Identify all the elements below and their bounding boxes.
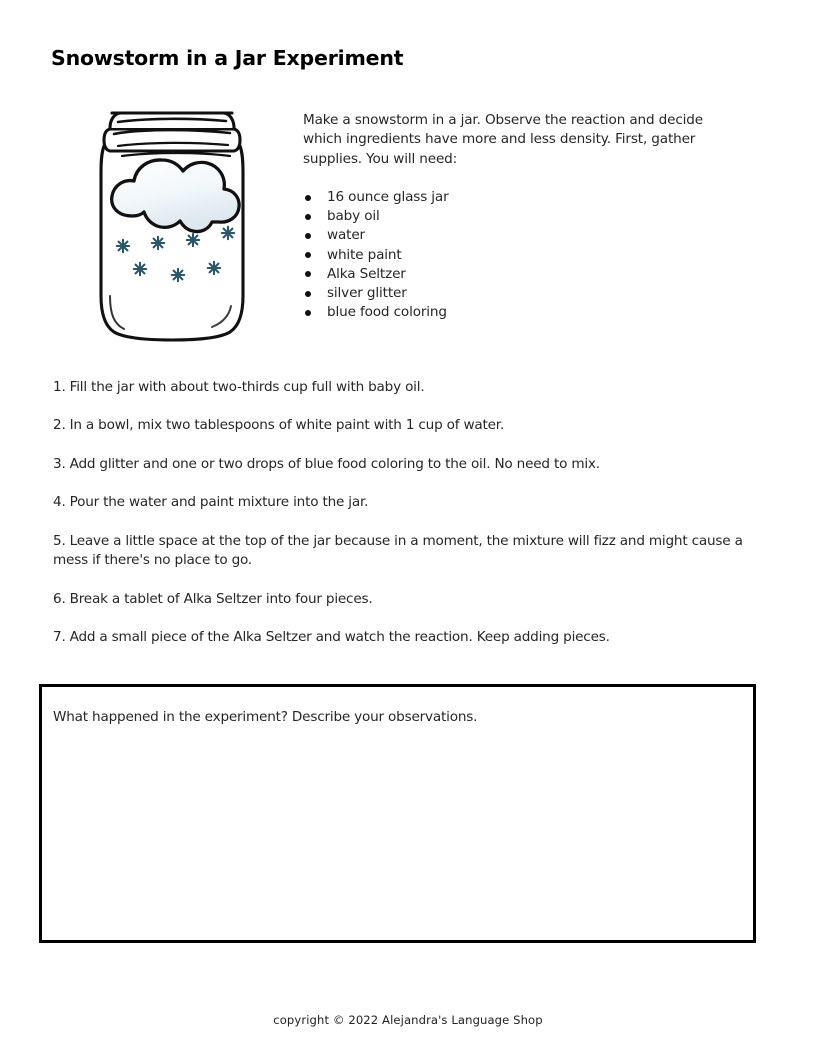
step-item (53, 532, 753, 571)
step-text: Fill the jar with about two-thirds cup full with baby oil. (69, 379, 425, 395)
step-text: Leave a little space at the top of the jar because in a moment, the mixture will fizz and might cause a mess if there's no place to go. (53, 532, 743, 569)
step-number: 6. (53, 590, 66, 607)
list-item (303, 265, 449, 284)
list-item (303, 284, 449, 303)
intro-paragraph: Make a snowstorm in a jar. Observe the reaction and decide which ingredients have more and less density. First, gather supplies. You will need: (303, 112, 703, 167)
instruction-steps (53, 378, 753, 667)
step-item (53, 455, 753, 474)
supplies-list (303, 188, 449, 322)
step-text: Add glitter and one or two drops of blue food coloring to the oil. No need to mix. (69, 455, 600, 472)
supply-label: blue food coloring (327, 304, 447, 321)
bullet-icon (305, 195, 311, 201)
step-number: 5. (53, 532, 66, 549)
bullet-icon (305, 291, 311, 297)
step-item (53, 416, 753, 435)
list-item (303, 246, 449, 265)
step-item (53, 628, 753, 647)
step-item (53, 378, 753, 397)
step-number: 2. (53, 417, 66, 434)
supply-label: white paint (327, 246, 402, 263)
bullet-icon (305, 271, 311, 277)
step-item (53, 590, 753, 609)
step-item (53, 493, 753, 512)
answer-response-box[interactable] (39, 684, 756, 943)
step-number: 1. (53, 379, 66, 395)
step-number: 4. (53, 494, 66, 511)
bullet-icon (305, 252, 311, 258)
step-text: In a bowl, mix two tablespoons of white paint with 1 cup of water. (69, 417, 505, 434)
answer-prompt-label: What happened in the experiment? Describe your observations. (53, 709, 478, 725)
list-item (303, 188, 449, 207)
bullet-icon (305, 233, 311, 239)
list-item (303, 226, 449, 245)
list-item (303, 207, 449, 226)
supply-label: Alka Seltzer (327, 265, 406, 282)
supply-label: water (327, 227, 365, 244)
step-text: Break a tablet of Alka Seltzer into four pieces. (69, 590, 373, 607)
step-text: Pour the water and paint mixture into the jar. (69, 494, 369, 511)
supply-label: 16 ounce glass jar (327, 189, 449, 205)
supply-label: baby oil (327, 208, 380, 225)
copyright-footer: copyright © 2022 Alejandra's Language Shop (273, 1013, 543, 1027)
step-text: Add a small piece of the Alka Seltzer and watch the reaction. Keep adding pieces. (69, 629, 610, 646)
page-title: Snowstorm in a Jar Experiment (51, 46, 404, 70)
step-number: 3. (53, 455, 66, 472)
bullet-icon (305, 214, 311, 220)
bullet-icon (305, 310, 311, 316)
snowstorm-jar-illustration (88, 100, 258, 348)
step-number: 7. (53, 629, 66, 646)
supply-label: silver glitter (327, 284, 407, 301)
list-item (303, 303, 449, 322)
